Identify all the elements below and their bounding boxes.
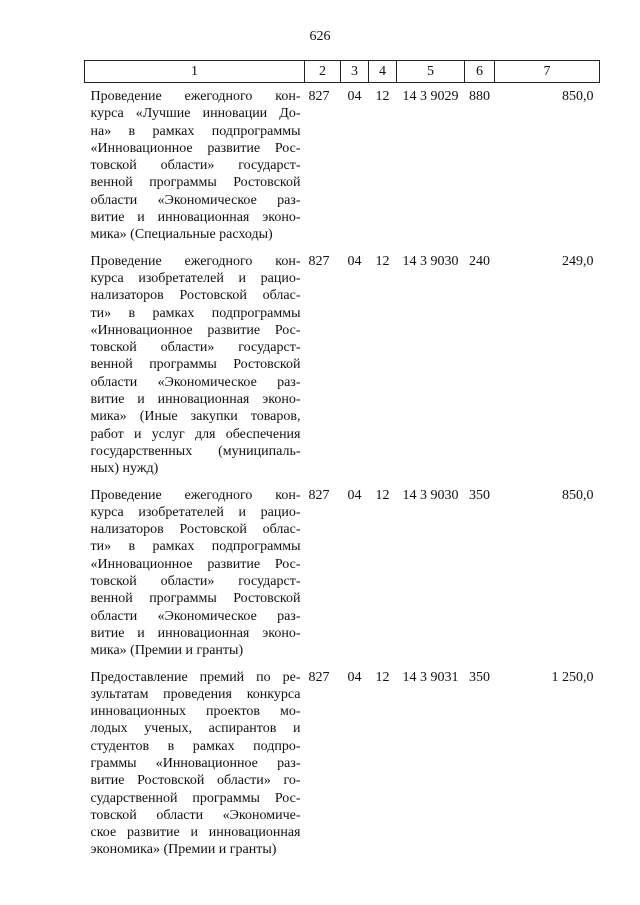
description-line: Проведение ежегодного кон- — [90, 89, 301, 104]
cell-subsection: 12 — [375, 89, 390, 104]
description-line: Проведение ежегодного кон- — [90, 487, 301, 503]
description-line: области «Экономическое раз- — [90, 192, 301, 208]
cell-expense-type: 880 — [469, 89, 490, 104]
cell-amount: 850,0 — [562, 487, 594, 503]
description-line: товской области «Экономиче- — [90, 807, 301, 823]
cell-target-article: 14 3 9030 — [402, 487, 459, 503]
cell-section: 04 — [347, 253, 362, 269]
header-col-4: 4 — [369, 61, 397, 83]
description-line: мика» (Премии и гранты) — [90, 643, 244, 659]
description-line: курса «Лучшие инновации До- — [90, 106, 301, 122]
header-col-7: 7 — [495, 61, 600, 83]
header-col-3: 3 — [341, 61, 369, 83]
description-line: государственных (муниципаль- — [90, 443, 301, 459]
cell-section: 04 — [347, 669, 362, 685]
row-description — [85, 482, 305, 664]
row-description — [85, 83, 305, 248]
cell-target-article: 14 3 9030 — [402, 253, 459, 269]
table-row — [85, 248, 600, 482]
header-col-5: 5 — [397, 61, 465, 83]
cell-ministry-code: 827 — [308, 487, 330, 503]
description-line: товской области» государст- — [90, 574, 301, 590]
description-line: граммы «Инновационное раз- — [90, 755, 301, 771]
row-description — [85, 248, 305, 482]
description-line: витие и инновационная эконо- — [90, 625, 301, 641]
cell-target-article: 14 3 9031 — [402, 669, 459, 685]
description-line: на» в рамках подпрограммы — [90, 123, 301, 139]
table-body — [85, 83, 600, 863]
cell-subsection: 12 — [375, 253, 390, 269]
row-description — [85, 664, 305, 863]
description-line: витие Ростовской области» го- — [90, 773, 301, 789]
description-line: области «Экономическое раз- — [90, 608, 301, 624]
table-row — [85, 664, 600, 863]
description-line: области «Экономическое раз- — [90, 374, 301, 390]
cell-amount: 1 250,0 — [551, 669, 594, 685]
description-line: мика» (Специальные расходы) — [90, 227, 273, 243]
description-line: работ и услуг для обеспечения — [90, 426, 301, 442]
cell-amount: 850,0 — [562, 89, 594, 104]
description-line: студентов в рамках подпро- — [90, 738, 301, 754]
cell-section: 04 — [347, 487, 362, 503]
description-line: Предоставление премий по ре- — [90, 669, 301, 685]
description-line: венной программы Ростовской — [90, 591, 301, 607]
description-line: курса изобретателей и рацио- — [90, 270, 301, 286]
description-line: ти» в рамках подпрограммы — [90, 305, 301, 321]
description-line: Проведение ежегодного кон- — [90, 253, 301, 269]
header-col-1: 1 — [85, 61, 305, 83]
cell-amount: 249,0 — [562, 253, 594, 269]
description-line: сударственной программы Рос- — [90, 790, 301, 806]
cell-ministry-code: 827 — [308, 253, 330, 269]
description-line: витие и инновационная эконо- — [90, 392, 301, 408]
description-line: ти» в рамках подпрограммы — [90, 539, 301, 555]
description-line: мика» (Иные закупки товаров, — [90, 409, 301, 425]
header-row — [85, 61, 600, 83]
description-line: ское развитие и инновационная — [90, 825, 301, 841]
description-line: нализаторов Ростовской облас- — [90, 288, 301, 304]
table-row — [85, 482, 600, 664]
description-line: венной программы Ростовской — [90, 357, 301, 373]
description-line: инновационных проектов мо- — [90, 704, 301, 720]
cell-expense-type: 240 — [469, 253, 490, 269]
cell-ministry-code: 827 — [308, 89, 330, 104]
cell-subsection: 12 — [375, 487, 390, 503]
cell-expense-type: 350 — [469, 669, 490, 685]
description-line: курса изобретателей и рацио- — [90, 504, 301, 520]
description-line: зультатам проведения конкурса — [90, 686, 301, 702]
description-line: венной программы Ростовской — [90, 175, 301, 191]
page-number: 626 — [309, 29, 331, 44]
description-line: нализаторов Ростовской облас- — [90, 522, 301, 538]
description-line: «Инновационное развитие Рос- — [90, 140, 301, 156]
description-line: «Инновационное развитие Рос- — [90, 322, 301, 338]
description-line: товской области» государст- — [90, 340, 301, 356]
header-col-6: 6 — [465, 61, 495, 83]
header-col-2: 2 — [305, 61, 341, 83]
description-line: «Инновационное развитие Рос- — [90, 556, 301, 572]
cell-expense-type: 350 — [469, 487, 490, 503]
description-line: лодых ученых, аспирантов и — [90, 721, 301, 737]
cell-ministry-code: 827 — [308, 669, 330, 685]
budget-table — [84, 60, 600, 863]
cell-section: 04 — [347, 89, 362, 104]
cell-target-article: 14 3 9029 — [402, 89, 459, 104]
cell-subsection: 12 — [375, 669, 390, 685]
table-row — [85, 83, 600, 248]
description-line: экономика» (Премии и гранты) — [90, 842, 277, 858]
description-line: ных) нужд) — [90, 461, 159, 477]
description-line: товской области» государст- — [90, 158, 301, 174]
description-line: витие и инновационная эконо- — [90, 210, 301, 226]
